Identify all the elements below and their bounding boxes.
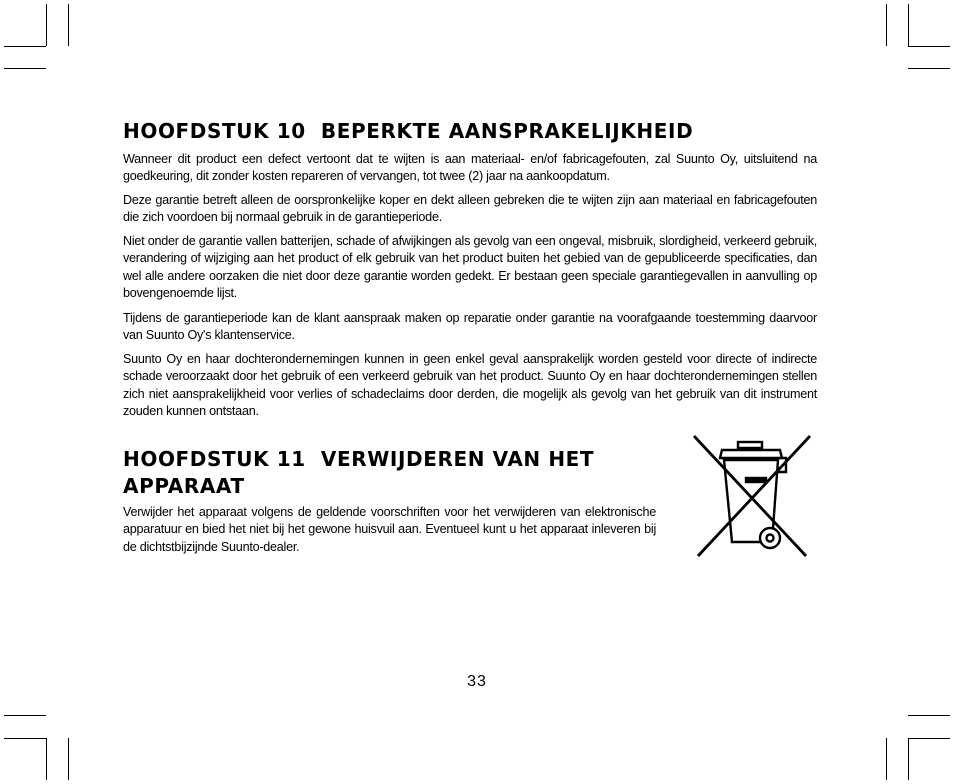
- crop-mark: [908, 738, 950, 739]
- crop-mark: [908, 68, 950, 69]
- section10-paragraph-4: Tijdens de garantieperiode kan de klant aanspraak maken op reparatie onder garantie na voorafgaande toestemming daarvoor van Suunto Oy's klantenservice.: [123, 311, 817, 343]
- section10-paragraph-3: Niet onder de garantie vallen batterijen, schade of afwijkingen als gevolg van een ongeval, misbruik, slordigheid, verkeerd gebruik, verandering of wijziging aan het product of elk gebruik van het product buiten het gebied van de gepubliceerde specificaties, dan wel alle andere oorzaken die niet door deze garantie worden gedekt. Er bestaan geen speciale garantiegevallen in aanvulling op bovengenoemde lijst.: [123, 234, 817, 301]
- crop-mark: [46, 738, 47, 780]
- crop-mark: [4, 46, 46, 47]
- crop-mark: [68, 738, 69, 780]
- section11-heading: HOOFDSTUK 11 VERWIJDEREN VAN HET APPARAAT: [123, 447, 595, 498]
- section11-paragraph: Verwijder het apparaat volgens de geldende voorschriften voor het verwijderen van elektronische apparatuur en bied het niet bij het gewone huisvuil aan. Eventueel kunt u het apparaat inleveren bij de dichtstbijzijnde Suunto-dealer.: [123, 505, 656, 554]
- crop-mark: [908, 715, 950, 716]
- crop-mark: [908, 738, 909, 780]
- crop-mark: [886, 4, 887, 46]
- crop-mark: [46, 4, 47, 46]
- page-number: 33: [467, 673, 487, 690]
- crop-mark: [4, 68, 46, 69]
- section10-paragraph-1: Wanneer dit product een defect vertoont dat te wijten is aan materiaal- en/of fabricagefouten, zal Suunto Oy, uitsluitend na goedkeuring, dit zonder kosten repareren of vervangen, tot twee (2) jaar na aankoopdatum.: [123, 152, 817, 184]
- section10-paragraph-2: Deze garantie betreft alleen de oorspronkelijke koper en dekt alleen gebreken die te wijten zijn aan materiaal en fabricagefouten die zich voordoen bij normaal gebruik in de garantieperiode.: [123, 193, 817, 225]
- crop-mark: [908, 4, 909, 46]
- crossed-out-wheelie-bin-icon: [688, 432, 812, 560]
- section10-paragraph-5: Suunto Oy en haar dochterondernemingen kunnen in geen enkel geval aansprakelijk worden gesteld voor directe of indirecte schade veroorzaakt door het gebruik of een verkeerd gebruik van het product. Suunto Oy en haar dochterondernemingen stellen zich niet aansprakelijkheid voor verlies of schadeclaims door derden, die mogelijk als gevolg van het gebruik van dit instrument zouden kunnen ontstaan.: [123, 352, 817, 419]
- crop-mark: [886, 738, 887, 780]
- crop-mark: [68, 4, 69, 46]
- section10-heading: HOOFDSTUK 10 BEPERKTE AANSPRAKELIJKHEID: [123, 119, 694, 143]
- crop-mark: [908, 46, 950, 47]
- crop-mark: [4, 738, 46, 739]
- crop-mark: [4, 715, 46, 716]
